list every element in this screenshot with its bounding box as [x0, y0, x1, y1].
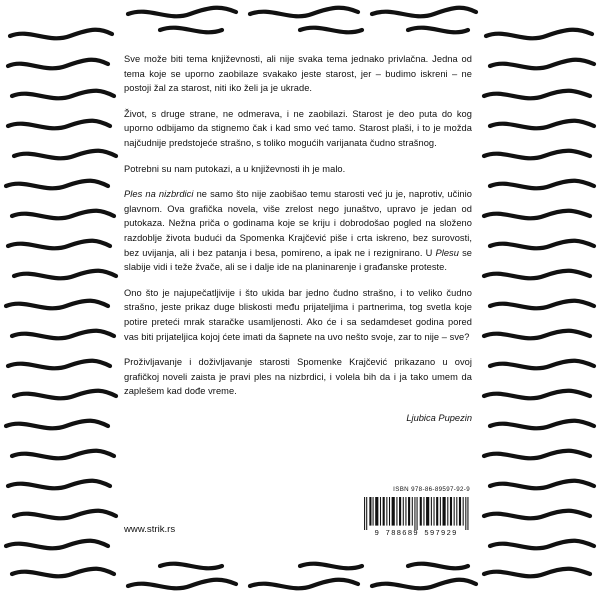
blurb-paragraph-6: Proživljavanje i doživljavanje starosti Spomenke Krajčević prikazano u ovoj grafičkoj noveli zaista je pravi ples na nizbrdici, i volela bih da i ja tako umem da zaplešem kad dođe vreme.	[124, 357, 472, 397]
barcode-bars	[363, 497, 469, 530]
blurb-signature: Ljubica Pupezin	[406, 412, 472, 423]
blurb-paragraph-4-text-a: ne samo što nije zaobišao temu starosti već ju je, naprotiv, učinio glavnom. Ova grafička novela, više zrelost nego junaštvo, upravo je jedan od putokaza. Nežna priča o godinama koje se kriju i dobrodošao pogled na složeno razdoblje života budući da Spomenka Krajčević piše i crta iskreno, bez surovosti, bez uvijanja, ali i bez patanja i besa, pomireno, a ipak ne i rezignirano. U	[124, 189, 472, 258]
book-title-italic-2: Plesu	[435, 247, 459, 258]
blurb-paragraph-4-text-b: se slabije vidi i teže žvače, ali se i dalje ide na planinarenje i građanske proteste.	[124, 247, 472, 273]
publisher-website[interactable]: www.strik.rs	[124, 524, 176, 535]
barcode-digits: 9 788689 597929	[374, 530, 458, 538]
blurb-paragraph-2: Život, s druge strane, ne odmerava, i ne zaobilazi. Starost je deo puta do kog uporno odbijamo da stignemo čak i kad smo već tamo. Starost plaši, i to je možda najčudnije predstojeće strašno, s toliko mogućih varijanata čudno strašnog.	[124, 108, 472, 148]
blurb-paragraph-1: Sve može biti tema književnosti, ali nije svaka tema jednako privlačna. Jedna od tema koje se uporno zaobilaze svakako jeste starost, jer – budimo iskreni – ne postoji žal za starost, niti iko želi ja je ukrade.	[124, 54, 472, 94]
footer-row	[124, 486, 472, 539]
blurb-paragraph-3: Potrebni su nam putokazi, a u književnosti ih je malo.	[124, 163, 346, 174]
isbn-label: ISBN 978-86-89597-92-9	[393, 486, 470, 493]
barcode	[360, 495, 472, 539]
blurb-paragraph-4	[124, 187, 472, 275]
blurb-paragraph-5: Ono što je najupečatljivije i što ukida bar jedno čudno strašno, i to veliko čudno strašno, jeste prikaz duge bliskosti među prijateljima i partnerima, tog svetla koje potire preteći mrak staračke usamljenosti. Ako će i sa sedamdeset godina pored vas biti prijateljica kojoj ćete imati da šapnete na uvo nešto svoje, zar to nije – sve?	[124, 287, 472, 342]
blurb-text-block	[124, 52, 472, 552]
book-title-italic-1: Ples na nizbrdici	[124, 189, 194, 200]
isbn-block	[360, 486, 472, 539]
